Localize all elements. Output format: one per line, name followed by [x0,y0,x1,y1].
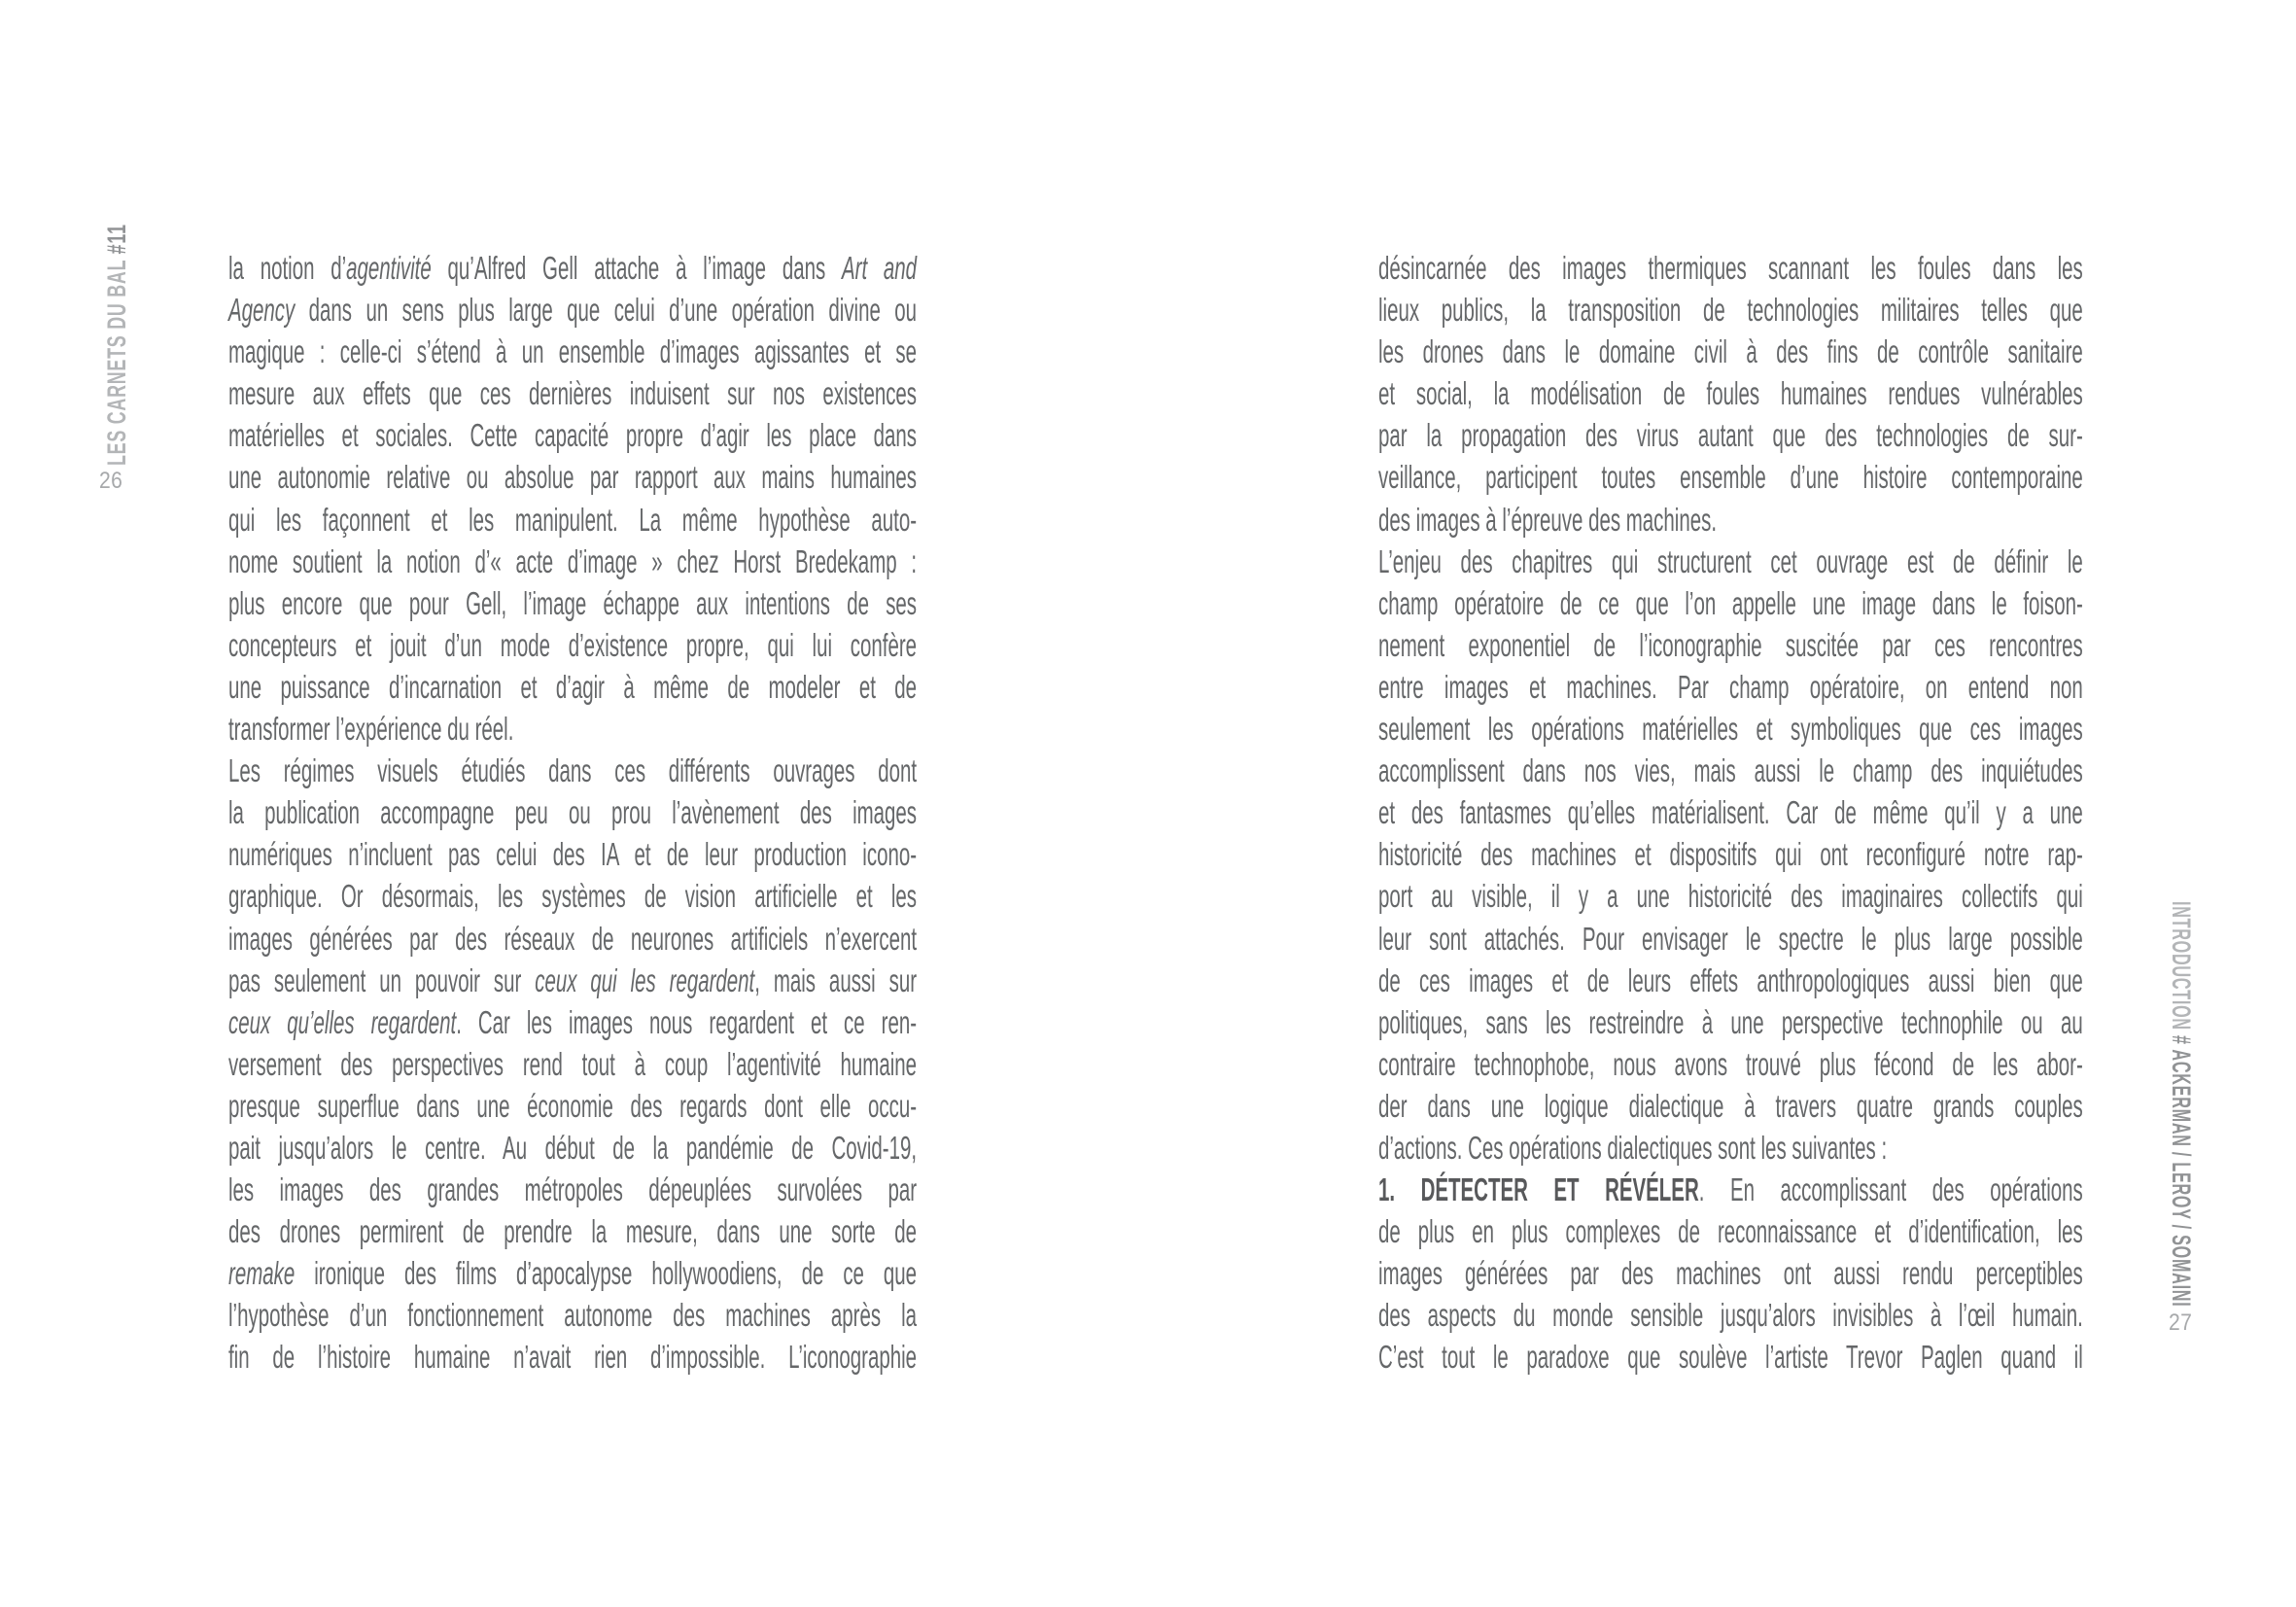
issue-number-label: #11 [102,224,131,255]
text-line: des aspects du monde sensible jusqu’alors invisibles à l’œil humain. [1378,1297,2083,1334]
text-line: matérielles et sociales. Cette capacité propre d’agir les place dans [228,417,918,454]
text-line: pas seulement un pouvoir sur ceux qui les regardent, mais aussi sur [228,961,918,998]
text-line: par la propagation des virus autant que des technologies de sur- [1378,417,2083,454]
text-line: des images à l’épreuve des machines. [1378,501,1718,538]
text-line: et des fantasmes qu’elles matérialisent. Car de même qu’il y a une [1378,794,2083,831]
text-line: l’hypothèse d’un fonctionnement autonome des machines après la [228,1297,918,1334]
text-line: Les régimes visuels étudiés dans ces différents ouvrages dont [228,752,918,789]
text-line: transformer l’expérience du réel. [228,711,514,748]
authors-label: # ACKERMAN / LEROY / SOMAINI [2167,1035,2196,1308]
text-line: images générées par des réseaux de neurones artificiels n’exercent [228,920,918,957]
text-line: veillance, participent toutes ensemble d’une histoire contemporaine [1378,459,2083,496]
text-line: et social, la modélisation de foules humaines rendues vulnérables [1378,375,2083,412]
text-line: entre images et machines. Par champ opératoire, on entend non [1378,668,2083,705]
text-line: plus encore que pour Gell, l’image échappe aux intentions de ses [228,584,918,621]
text-line: mesure aux effets que ces dernières induisent sur nos existences [228,375,918,412]
text-line: concepteurs et jouit d’un mode d’existence propre, qui lui confère [228,626,918,663]
text-line: lieux publics, la transposition de technologies militaires telles que [1378,292,2083,329]
right-page-text-column [1378,247,2083,1379]
text-line: magique : celle-ci s’étend à un ensemble d’images agissantes et se [228,333,918,370]
right-sidebar-vertical-label [2167,901,2196,1307]
text-line: 1. DÉTECTER ET RÉVÉLER. En accomplissant des opérations [1378,1171,2083,1208]
text-line: nome soutient la notion d’« acte d’image » chez Horst Bredekamp : [228,542,918,579]
text-line: leur sont attachés. Pour envisager le spectre le plus large possible [1378,920,2083,957]
text-line: pait jusqu’alors le centre. Au début de la pandémie de Covid-19, [228,1129,918,1166]
text-line: des drones permirent de prendre la mesure, dans une sorte de [228,1213,918,1250]
text-line: les drones dans le domaine civil à des fins de contrôle sanitaire [1378,333,2083,370]
text-line: champ opératoire de ce que l’on appelle une image dans le foison- [1378,584,2083,621]
text-line: images générées par des machines ont aussi rendu perceptibles [1378,1255,2083,1292]
text-line: de plus en plus complexes de reconnaissance et d’identification, les [1378,1213,2083,1250]
text-line: graphique. Or désormais, les systèmes de vision artificielle et les [228,878,918,915]
text-line: Agency dans un sens plus large que celui d’une opération divine ou [228,292,918,329]
text-line: la notion d’agentivité qu’Alfred Gell attache à l’image dans Art and [228,250,918,286]
text-line: politiques, sans les restreindre à une perspective technophile ou au [1378,1003,2083,1040]
text-line: une puissance d’incarnation et d’agir à même de modeler et de [228,668,918,705]
text-line: la publication accompagne peu ou prou l’avènement des images [228,794,918,831]
chapter-title-label: INTRODUCTION [2167,901,2196,1036]
text-line: une autonomie relative ou absolue par rapport aux mains humaines [228,459,918,496]
left-page-text-column [228,247,917,1379]
text-line: numériques n’incluent pas celui des IA et de leur production icono- [228,836,918,873]
text-line: d’actions. Ces opérations dialectiques sont les suivantes : [1378,1129,1888,1166]
text-line: L’enjeu des chapitres qui structurent cet ouvrage est de définir le [1378,542,2083,579]
text-line: der dans une logique dialectique à travers quatre grands couples [1378,1087,2083,1124]
text-line: désincarnée des images thermiques scannant les foules dans les [1378,250,2083,286]
text-line: nement exponentiel de l’iconographie suscitée par ces rencontres [1378,626,2083,663]
text-line: versement des perspectives rend tout à coup l’agentivité humaine [228,1045,918,1082]
text-line: les images des grandes métropoles dépeuplées survolées par [228,1171,918,1208]
text-line: historicité des machines et dispositifs qui ont reconfiguré notre rap- [1378,836,2083,873]
page-number-left: 26 [99,468,123,494]
text-line: presque superflue dans une économie des regards dont elle occu- [228,1087,918,1124]
text-line: contraire technophobe, nous avons trouvé plus fécond de les abor- [1378,1045,2083,1082]
text-line: fin de l’histoire humaine n’avait rien d’impossible. L’iconographie [228,1339,918,1376]
page-number-right: 27 [2169,1310,2193,1336]
series-title-label: LES CARNETS DU BAL [102,254,131,466]
text-line: qui les façonnent et les manipulent. La même hypothèse auto- [228,501,918,538]
text-line: seulement les opérations matérielles et symboliques que ces images [1378,711,2083,748]
text-line: C’est tout le paradoxe que soulève l’artiste Trevor Paglen quand il [1378,1339,2083,1376]
text-line: remake ironique des films d’apocalypse hollywoodiens, de ce que [228,1255,918,1292]
left-sidebar-vertical-label [102,224,131,466]
text-line: accomplissent dans nos vies, mais aussi le champ des inquiétudes [1378,752,2083,789]
text-line: ceux qu’elles regardent. Car les images nous regardent et ce ren- [228,1003,918,1040]
text-line: port au visible, il y a une historicité des imaginaires collectifs qui [1378,878,2083,915]
text-line: de ces images et de leurs effets anthropologiques aussi bien que [1378,961,2083,998]
